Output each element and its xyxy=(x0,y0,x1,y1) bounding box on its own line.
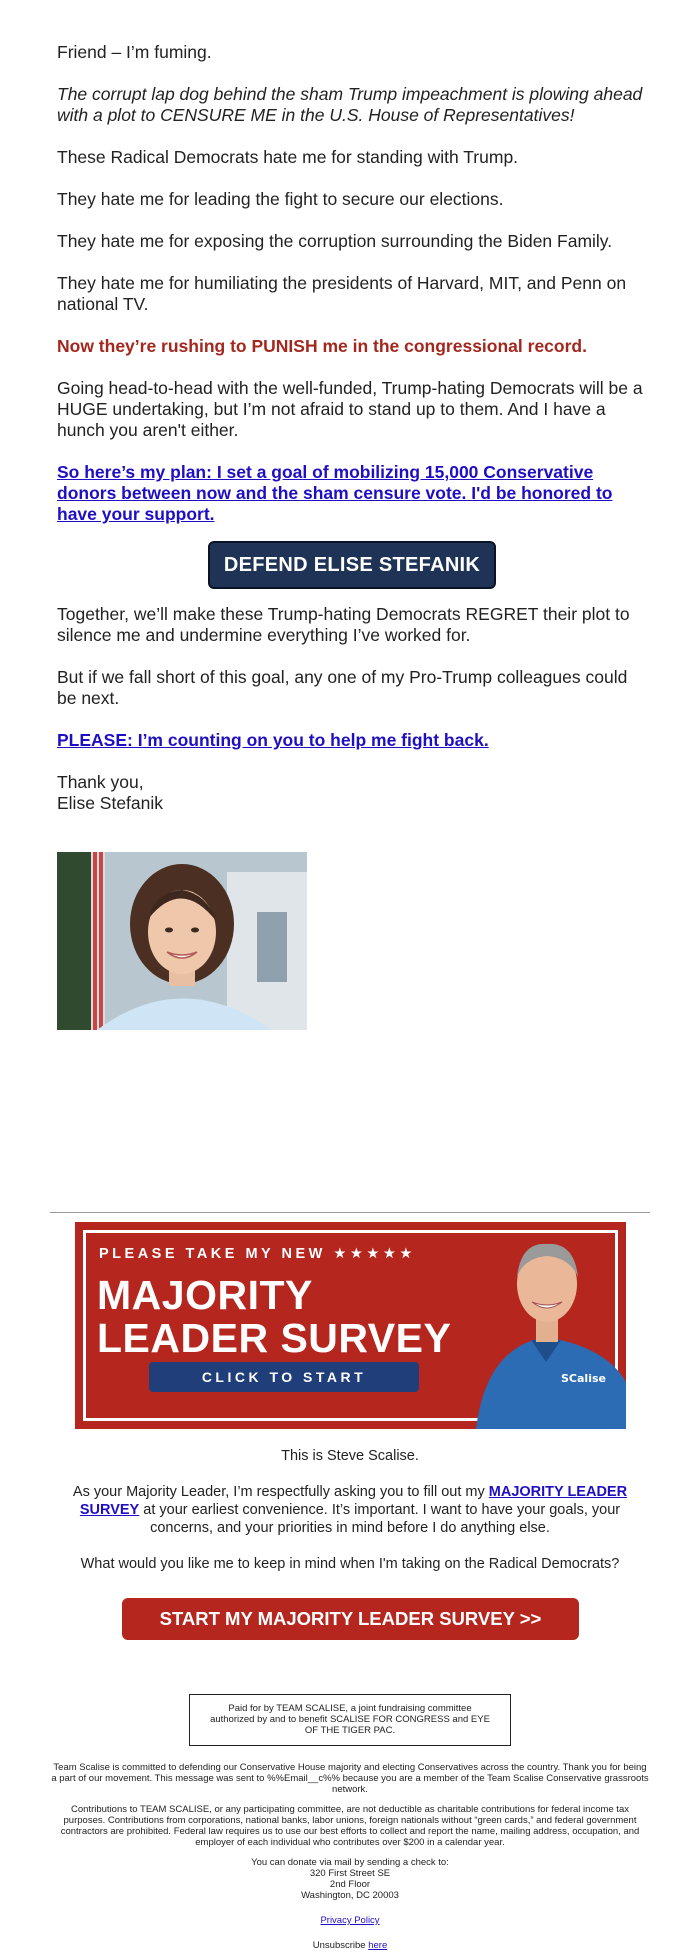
banner-title-line-1: MAJORITY xyxy=(97,1272,313,1318)
elise-stefanik-photo xyxy=(57,852,307,1030)
privacy-policy-link[interactable]: Privacy Policy xyxy=(320,1915,380,1926)
address-line-1: 320 First Street SE xyxy=(309,1868,391,1879)
paragraph-standing-with-trump: These Radical Democrats hate me for standing with Trump. xyxy=(57,147,519,167)
letter-body xyxy=(57,42,647,835)
mailing-address xyxy=(50,1857,650,1901)
shirt-logo: SCalise xyxy=(561,1372,606,1385)
unsubscribe-text: Unsubscribe xyxy=(312,1940,369,1951)
banner-title-line-2: LEADER SURVEY xyxy=(97,1315,452,1361)
survey-body-post: at your earliest convenience. It’s important. I want to have your goals, your concerns, and your priorities in mind before I do anything else. xyxy=(139,1502,621,1536)
paragraph-head-to-head: Going head-to-head with the well-funded, Trump-hating Democrats will be a HUGE undertaking, but I’m not afraid to stand up to them. And I have a hunch you aren't either. xyxy=(57,378,643,440)
footer xyxy=(50,1762,650,1960)
portrait-illustration xyxy=(57,852,307,1030)
defend-elise-stefanik-button[interactable]: DEFEND ELISE STEFANIK xyxy=(208,541,496,589)
intro-paragraph: The corrupt lap dog behind the sham Trump impeachment is plowing ahead with a plot to CENSURE ME in the U.S. House of Representatives! xyxy=(57,84,643,125)
section-divider xyxy=(50,1212,650,1213)
survey-section xyxy=(60,1447,640,1591)
signature: Elise Stefanik xyxy=(57,793,164,813)
banner-title xyxy=(97,1274,451,1360)
banner-pretitle: PLEASE TAKE MY NEW ★★★★★ xyxy=(99,1246,416,1262)
paragraph-elections: They hate me for leading the fight to secure our elections. xyxy=(57,189,504,209)
paragraph-fall-short: But if we fall short of this goal, any one of my Pro-Trump colleagues could be next. xyxy=(57,667,628,708)
plan-link[interactable]: So here’s my plan: I set a goal of mobilizing 15,000 Conservative donors between now and the sham censure vote. I'd be honored to have your support. xyxy=(57,462,613,524)
commitment-text: Team Scalise is committed to defending our Conservative House majority and electing Conservatives across the country. Thank you for being a part of our movement. This message was sent to %%Email__c%% because you are a member of the Team Scalise Conservative grassroots network. xyxy=(51,1762,649,1795)
paragraph-presidents: They hate me for humiliating the presidents of Harvard, MIT, and Penn on national TV. xyxy=(57,273,627,314)
contributions-text: Contributions to TEAM SCALISE, or any participating committee, are not deductible as charitable contributions for federal income tax purposes. Contributions from corporations, national banks, labor unions, foreign nationals without “green cards,” and federal government contractors are prohibited. Federal law requires us to use our best efforts to collect and report the name, mailing address, occupation, and employer of each individual who contributes over $200 in a calendar year. xyxy=(60,1804,640,1848)
please-link[interactable]: PLEASE: I’m counting on you to help me fight back. xyxy=(57,730,489,750)
unsubscribe-link[interactable]: here xyxy=(368,1940,388,1951)
survey-body-pre: As your Majority Leader, I’m respectfully asking you to fill out my xyxy=(72,1484,489,1500)
paragraph-together: Together, we’ll make these Trump-hating Democrats REGRET their plot to silence me and undermine everything I’ve worked for. xyxy=(57,604,630,645)
survey-body xyxy=(60,1483,640,1537)
paragraph-corruption: They hate me for exposing the corruption surrounding the Biden Family. xyxy=(57,231,613,251)
signoff: Thank you, xyxy=(57,772,144,792)
paid-for-disclaimer: Paid for by TEAM SCALISE, a joint fundraising committee authorized by and to benefit SCALISE FOR CONGRESS and EYE OF THE TIGER PAC. xyxy=(189,1694,511,1746)
survey-question: What would you like me to keep in mind when I'm taking on the Radical Democrats? xyxy=(80,1556,620,1572)
survey-intro: This is Steve Scalise. xyxy=(281,1448,419,1464)
click-to-start-button[interactable]: CLICK TO START xyxy=(149,1362,419,1392)
red-headline: Now they’re rushing to PUNISH me in the congressional record. xyxy=(57,336,587,356)
majority-leader-survey-banner[interactable] xyxy=(75,1222,626,1429)
greeting: Friend – I’m fuming. xyxy=(57,42,212,62)
start-survey-button[interactable]: START MY MAJORITY LEADER SURVEY >> xyxy=(122,1598,579,1640)
address-line-2: 2nd Floor xyxy=(329,1879,371,1890)
majority-leader-survey-link[interactable]: MAJORITY LEADER SURVEY xyxy=(79,1484,628,1518)
address-line-3: Washington, DC 20003 xyxy=(301,1890,399,1901)
steve-scalise-photo xyxy=(466,1222,626,1429)
mail-intro: You can donate via mail by sending a check to: xyxy=(251,1857,449,1868)
